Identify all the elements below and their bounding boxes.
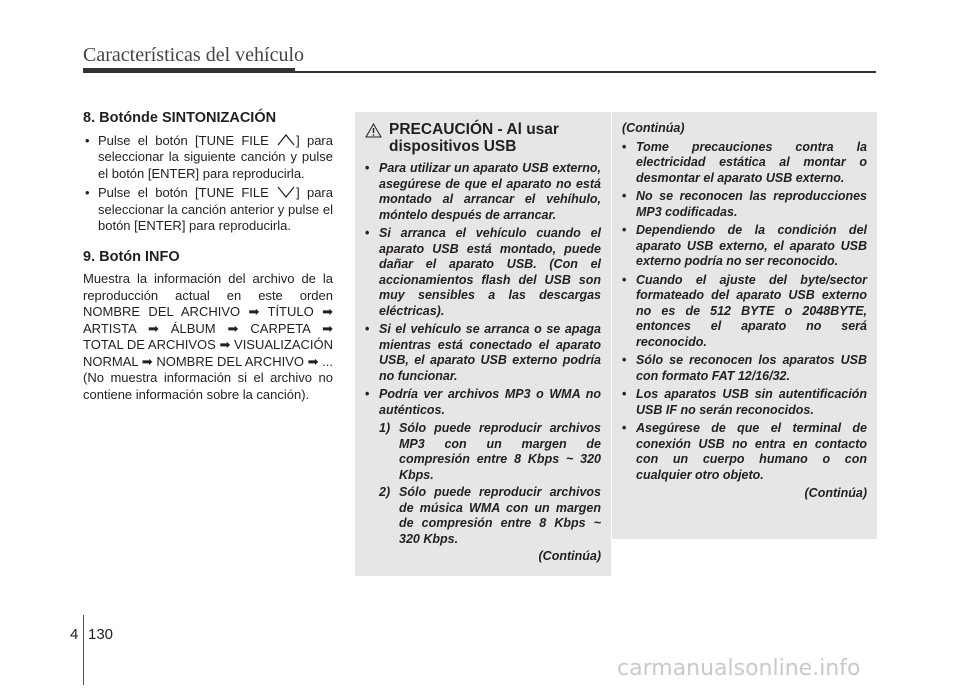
list-item: • No se reconocen las reproducciones MP3 codificadas. xyxy=(622,189,867,220)
warning-icon xyxy=(365,123,382,138)
list-item: • Dependiendo de la condición del aparato USB externo, el aparato USB externo podría no ser reconocido. xyxy=(622,223,867,270)
list-item: • Si el vehículo se arranca o se apaga mientras está conectado el aparato USB, el aparato USB externo podría no funcionar. xyxy=(365,322,601,384)
page-separator xyxy=(83,615,84,685)
list-item: • Pulse el botón [TUNE FILE ] para seleccionar la siguiente canción y pulse el botón [ENTER] para reproducirla. xyxy=(83,133,333,183)
list-item: • Asegúrese de que el terminal de conexión USB no entra en contacto con un cuerpo humano o con cualquier otro objeto. xyxy=(622,421,867,483)
list-item: • Cuando el ajuste del byte/sector formateado del aparato USB externo no es de 512 BYTE o 2048BYTE, entonces el aparato no será reconocido. xyxy=(622,273,867,351)
section9-title: 9. Botón INFO xyxy=(83,248,180,265)
section8-title: 8. Botónde SINTONIZACIÓN xyxy=(83,110,277,126)
list-item: • Podría ver archivos MP3 o WMA no auténticos. xyxy=(365,387,601,418)
watermark-site: carmanualsonline.info xyxy=(617,656,861,681)
chevron-up-icon xyxy=(276,134,296,146)
header-rule xyxy=(83,71,876,73)
section8-list xyxy=(83,133,333,235)
sub-item: 1) Sólo puede reproducir archivos MP3 con un margen de compresión entre 8 Kbps ~ 320 Kbps. xyxy=(379,421,601,482)
chevron-down-icon xyxy=(276,186,296,198)
caution-panel xyxy=(355,112,611,576)
caution-panel-continued xyxy=(612,112,877,539)
caution-list xyxy=(365,161,601,418)
caution-title: PRECAUCIÓN - Al usar dispositivos USB xyxy=(365,121,601,155)
section9-text: Muestra la información del archivo de la reproducción actual en este orden NOMBRE DEL ARCHIVO ➡ TÍTULO ➡ ARTISTA ➡ ÁLBUM ➡ CARPETA ➡ TOTAL DE ARCHIVOS ➡ VISUALIZACIÓN NORMAL ➡ NOMBRE DEL ARCHIVO ➡ ... (No muestra información si el archivo no contiene información sobre la canción). xyxy=(83,271,333,402)
caution-sublist xyxy=(379,421,601,547)
list-item: • Sólo se reconocen los aparatos USB con formato FAT 12/16/32. xyxy=(622,353,867,384)
list-item: • Tome precauciones contra la electricidad estática al montar o desmontar el aparato USB externo. xyxy=(622,140,867,187)
continua-label: (Continúa) xyxy=(538,549,601,563)
list-item: • Los aparatos USB sin autentificación USB IF no serán reconocidos. xyxy=(622,387,867,418)
list-item: • Pulse el botón [TUNE FILE ] para seleccionar la canción anterior y pulse el botón [ENTER] para reproducirla. xyxy=(83,185,333,235)
page-number-value: 130 xyxy=(88,626,114,643)
list-item: • Si arranca el vehículo cuando el aparato USB está montado, puede dañar el aparato USB. (Con el accionamientos flash del USB son muy sensibles a las descargas eléctricas). xyxy=(365,226,601,319)
header-title: Características del vehículo xyxy=(83,44,305,66)
left-column xyxy=(83,110,333,403)
list-item: • Para utilizar un aparato USB externo, asegúrese de que el aparato no está montado al arrancar el vehíhulo, móntelo después de arrancar. xyxy=(365,161,601,223)
caution2-list xyxy=(622,140,867,484)
chapter-number: 4 xyxy=(70,626,79,643)
sub-item: 2) Sólo puede reproducir archivos de música WMA con un margen de compresión entre 8 Kbps ~ 320 Kbps. xyxy=(379,485,601,546)
continua-top-label: (Continúa) xyxy=(622,121,685,135)
continua-label: (Continúa) xyxy=(804,486,867,500)
